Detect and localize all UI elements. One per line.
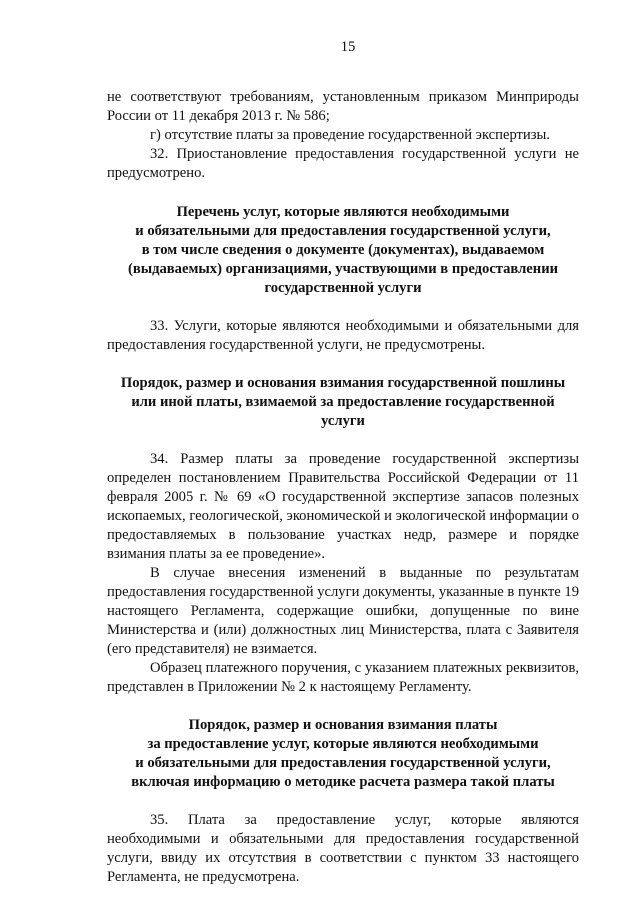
section-heading-state-fee — [107, 374, 579, 431]
paragraph-payment-order: Образец платежного поручения, с указанием платежных реквизитов, представлен в Приложении № 2 к настоящему Регламенту. — [107, 660, 579, 695]
heading-line: и обязательными для предоставления государственной услуги, — [135, 223, 551, 239]
paragraph-no-fee: г) отсутствие платы за проведение государственной экспертизы. — [150, 127, 550, 143]
heading-line: услуги — [321, 413, 365, 429]
heading-line: Порядок, размер и основания взимания государственной пошлины — [120, 375, 566, 391]
heading-line: или иной платы, взимаемой за предоставление государственной — [131, 394, 555, 410]
section-heading-services-fee — [107, 716, 579, 792]
paragraph-33: 33. Услуги, которые являются необходимыми и обязательными для предоставления государственной услуги, не предусмотрены. — [107, 318, 579, 353]
section-heading-services-list — [107, 203, 579, 298]
paragraph-34: 34. Размер платы за проведение государственной экспертизы определен постановлением Правительства Российской Федерации от 11 февраля 2005 г. № 69 «О государственной экспертизе запасов полезных ископаемых, геологической, экономической и экологической информации о предоставляемых в пользование участках недр, размере и порядке взимания платы за ее проведение». — [107, 451, 579, 562]
paragraph-35: 35. Плата за предоставление услуг, которые являются необходимыми и обязательными для предоставления государственной услуги, ввиду их отсутствия в соответствии с пунктом 33 настоящего Регламента, не предусмотрена. — [107, 812, 579, 885]
heading-line: (выдаваемых) организациями, участвующими в предоставлении — [127, 261, 559, 277]
heading-line: государственной услуги — [264, 280, 422, 296]
heading-line: Перечень услуг, которые являются необходимыми — [176, 204, 510, 220]
heading-line: в том числе сведения о документе (документах), выдаваемом — [141, 242, 545, 258]
paragraph-32: 32. Приостановление предоставления государственной услуги не предусмотрено. — [107, 146, 579, 181]
heading-line: Порядок, размер и основания взимания платы — [188, 717, 498, 733]
paragraph-corrections: В случае внесения изменений в выданные по результатам предоставления государственной услуги документы, указанные в пункте 19 настоящего Регламента, содержащие ошибки, допущенные по вине Министерства и (или) должностных лиц Министерства, плата с Заявителя (его представителя) не взимается. — [107, 565, 579, 657]
page-number: 15 — [340, 39, 356, 55]
heading-line: за предоставление услуг, которые являются необходимыми — [147, 736, 539, 752]
heading-line: включая информацию о методике расчета размера такой платы — [131, 774, 555, 790]
heading-line: и обязательными для предоставления государственной услуги, — [135, 755, 551, 771]
paragraph-requirements: не соответствуют требованиям, установленным приказом Минприроды России от 11 декабря 2013 г. № 586; — [107, 89, 579, 124]
